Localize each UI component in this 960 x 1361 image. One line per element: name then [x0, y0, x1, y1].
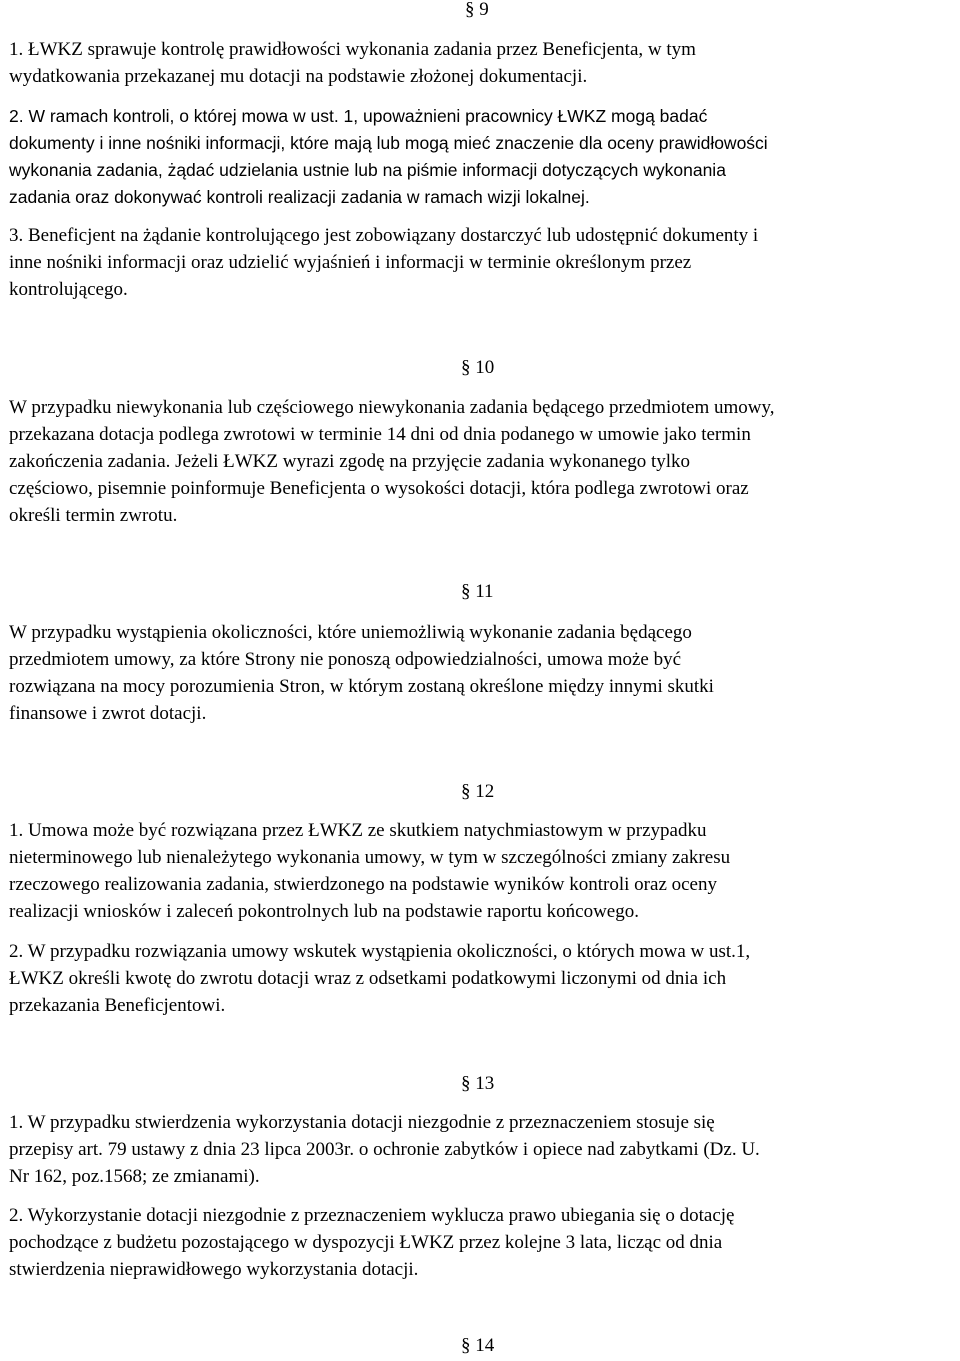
- text-line: W przypadku niewykonania lub częściowego niewykonania zadania będącego przedmiotem umowy,: [9, 397, 775, 418]
- text-line: kontrolującego.: [9, 279, 128, 300]
- text-line: 2. W ramach kontroli, o której mowa w ust. 1, upoważnieni pracownicy ŁWKZ mogą badać: [9, 106, 708, 126]
- paragraph-9-2: [9, 103, 956, 211]
- paragraph-11: [9, 619, 956, 727]
- text-line: nieterminowego lub nienależytego wykonania umowy, w tym w szczególności zmiany zakresu: [9, 847, 731, 868]
- text-line: przekazania Beneficjentowi.: [9, 995, 226, 1016]
- section-heading-11: § 11: [461, 581, 494, 602]
- paragraph-12-2: [9, 938, 956, 1019]
- text-line: inne nośniki informacji oraz udzielić wyjaśnień i informacji w terminie określonym przez: [9, 252, 692, 273]
- section-heading-10: § 10: [461, 357, 495, 378]
- text-line: stwierdzenia nieprawidłowego wykorzystania dotacji.: [9, 1259, 419, 1280]
- text-line: wykonania zadania, żądać udzielania ustnie lub na piśmie informacji dotyczących wykonania: [9, 160, 726, 180]
- section-heading-14: § 14: [461, 1335, 495, 1356]
- text-line: określi termin zwrotu.: [9, 505, 178, 526]
- text-line: rozwiązana na mocy porozumienia Stron, w którym zostaną określone między innymi skutki: [9, 676, 714, 697]
- text-line: 2. Wykorzystanie dotacji niezgodnie z przeznaczeniem wyklucza prawo ubiegania się o dotację: [9, 1205, 735, 1226]
- section-heading-9: § 9: [465, 0, 489, 20]
- paragraph-13-2: [9, 1202, 956, 1283]
- paragraph-10: [9, 394, 956, 529]
- text-line: dokumenty i inne nośniki informacji, które mają lub mogą mieć znaczenie dla oceny prawidłowości: [9, 133, 768, 153]
- section-heading-12: § 12: [461, 781, 495, 802]
- paragraph-12-1: [9, 817, 956, 925]
- paragraph-9-3: [9, 222, 956, 303]
- text-line: 2. W przypadku rozwiązania umowy wskutek wystąpienia okoliczności, o których mowa w ust.1,: [9, 941, 751, 962]
- text-line: 3. Beneficjent na żądanie kontrolującego jest zobowiązany dostarczyć lub udostępnić dokumenty i: [9, 225, 759, 246]
- text-line: 1. W przypadku stwierdzenia wykorzystania dotacji niezgodnie z przeznaczeniem stosuje się: [9, 1112, 715, 1133]
- text-line: realizacji wniosków i zaleceń pokontrolnych lub na podstawie raportu końcowego.: [9, 901, 639, 922]
- section-heading-13: § 13: [461, 1073, 495, 1094]
- text-line: pochodzące z budżetu pozostającego w dyspozycji ŁWKZ przez kolejne 3 lata, licząc od dnia: [9, 1232, 723, 1253]
- paragraph-9-1: [9, 36, 956, 90]
- text-line: częściowo, pisemnie poinformuje Beneficjenta o wysokości dotacji, która podlega zwrotowi oraz: [9, 478, 749, 499]
- text-line: Nr 162, poz.1568; ze zmianami).: [9, 1166, 260, 1187]
- text-line: W przypadku wystąpienia okoliczności, które uniemożliwią wykonanie zadania będącego: [9, 622, 692, 643]
- text-line: rzeczowego realizowania zadania, stwierdzonego na podstawie wyników kontroli oraz oceny: [9, 874, 717, 895]
- text-line: 1. Umowa może być rozwiązana przez ŁWKZ ze skutkiem natychmiastowym w przypadku: [9, 820, 707, 841]
- text-line: 1. ŁWKZ sprawuje kontrolę prawidłowości wykonania zadania przez Beneficjenta, w tym: [9, 39, 696, 60]
- text-line: przekazana dotacja podlega zwrotowi w terminie 14 dni od dnia podanego w umowie jako termin: [9, 424, 751, 445]
- text-line: finansowe i zwrot dotacji.: [9, 703, 207, 724]
- text-line: ŁWKZ określi kwotę do zwrotu dotacji wraz z odsetkami podatkowymi liczonymi od dnia ich: [9, 968, 727, 989]
- text-line: przedmiotem umowy, za które Strony nie ponoszą odpowiedzialności, umowa może być: [9, 649, 682, 670]
- text-line: przepisy art. 79 ustawy z dnia 23 lipca 2003r. o ochronie zabytków i opiece nad zabytkami (Dz. U.: [9, 1139, 760, 1160]
- paragraph-13-1: [9, 1109, 956, 1190]
- text-line: zakończenia zadania. Jeżeli ŁWKZ wyrazi zgodę na przyjęcie zadania wykonanego tylko: [9, 451, 691, 472]
- text-line: wydatkowania przekazanej mu dotacji na podstawie złożonej dokumentacji.: [9, 66, 588, 87]
- text-line: zadania oraz dokonywać kontroli realizacji zadania w ramach wizji lokalnej.: [9, 187, 590, 207]
